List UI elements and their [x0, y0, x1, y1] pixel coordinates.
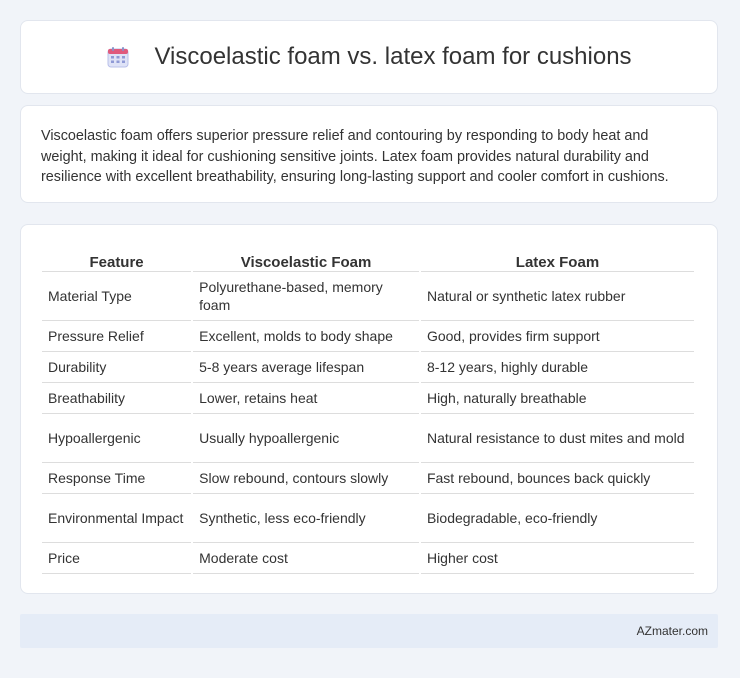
table-row — [42, 494, 694, 543]
comparison-table-card — [20, 224, 718, 594]
row-feature-cell: Breathability — [42, 383, 191, 414]
calendar-icon — [106, 45, 130, 69]
page-title: Viscoelastic foam vs. latex foam for cushions — [154, 43, 632, 70]
table-row — [42, 414, 694, 463]
row-viscoelastic-cell: Lower, retains heat — [193, 383, 419, 414]
row-latex-cell: Good, provides firm support — [421, 321, 694, 352]
table-row — [42, 543, 694, 574]
row-feature-cell: Environmental Impact — [42, 494, 191, 543]
row-feature-cell: Material Type — [42, 272, 191, 321]
row-latex-cell: Biodegradable, eco-friendly — [421, 494, 694, 543]
row-viscoelastic-cell: Polyurethane-based, memory foam — [193, 272, 419, 321]
row-feature-cell: Response Time — [42, 463, 191, 494]
title-card — [20, 20, 718, 94]
row-latex-cell: High, naturally breathable — [421, 383, 694, 414]
row-feature-cell: Price — [42, 543, 191, 574]
row-latex-cell: Higher cost — [421, 543, 694, 574]
footer-brand: AZmater.com — [636, 624, 708, 638]
table-header-row — [42, 245, 694, 272]
comparison-table — [40, 245, 696, 574]
row-viscoelastic-cell: 5-8 years average lifespan — [193, 352, 419, 383]
intro-paragraph: Viscoelastic foam offers superior pressure relief and contouring by responding to body heat and weight, making it ideal for cushioning sensitive joints. Latex foam provides natural durability and resilience with excellent breathability, ensuring long-lasting support and cooler comfort in cushions. — [41, 128, 669, 185]
header-feature: Feature — [42, 245, 191, 272]
row-feature-cell: Pressure Relief — [42, 321, 191, 352]
row-viscoelastic-cell: Excellent, molds to body shape — [193, 321, 419, 352]
row-feature-cell: Durability — [42, 352, 191, 383]
row-latex-cell: Natural or synthetic latex rubber — [421, 272, 694, 321]
header-viscoelastic-foam: Viscoelastic Foam — [193, 245, 419, 272]
table-row — [42, 321, 694, 352]
table-row — [42, 352, 694, 383]
footer-bar — [20, 614, 718, 648]
row-viscoelastic-cell: Synthetic, less eco-friendly — [193, 494, 419, 543]
row-feature-cell: Hypoallergenic — [42, 414, 191, 463]
row-viscoelastic-cell: Moderate cost — [193, 543, 419, 574]
table-row — [42, 383, 694, 414]
row-latex-cell: Natural resistance to dust mites and mold — [421, 414, 694, 463]
row-viscoelastic-cell: Slow rebound, contours slowly — [193, 463, 419, 494]
table-row — [42, 272, 694, 321]
row-latex-cell: Fast rebound, bounces back quickly — [421, 463, 694, 494]
intro-card — [20, 105, 718, 203]
table-row — [42, 463, 694, 494]
row-viscoelastic-cell: Usually hypoallergenic — [193, 414, 419, 463]
header-latex-foam: Latex Foam — [421, 245, 694, 272]
row-latex-cell: 8-12 years, highly durable — [421, 352, 694, 383]
